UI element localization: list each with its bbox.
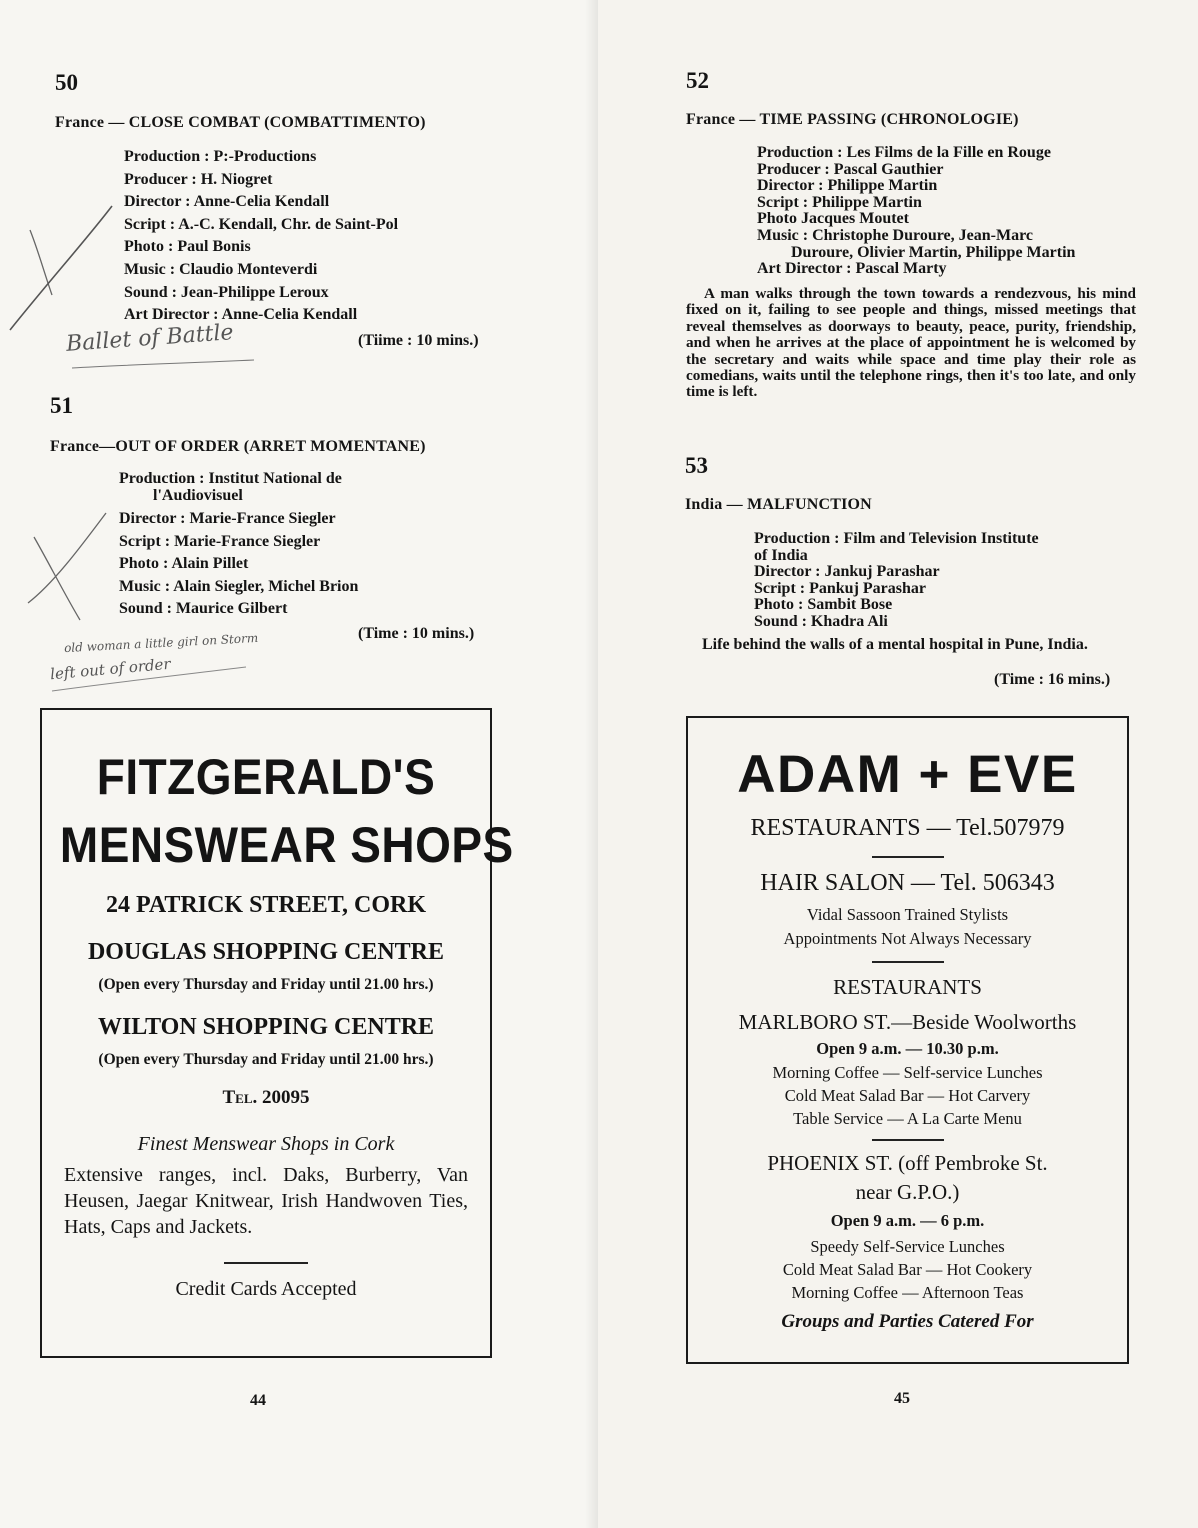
credit-line: Photo : Alain Pillet bbox=[119, 555, 249, 573]
credit-line: Production : Les Films de la Fille en Rouge bbox=[757, 144, 1051, 161]
credit-line: Director : Marie-France Siegler bbox=[119, 510, 336, 527]
entry-53-time: (Time : 16 mins.) bbox=[994, 671, 1111, 688]
entry-52-credits bbox=[757, 145, 1075, 278]
ad-phoenix-service: Cold Meat Salad Bar — Hot Cookery bbox=[782, 1260, 1033, 1279]
credit-line: Producer : H. Niogret bbox=[124, 170, 273, 188]
ad-restaurants-heading: RESTAURANTS bbox=[833, 975, 982, 999]
credit-line: Director : Philippe Martin bbox=[757, 177, 938, 195]
adam-eve-advertisement bbox=[686, 716, 1129, 1364]
ad-headline: ADAM + EVE bbox=[737, 745, 1078, 804]
credit-line: Director : Jankuj Parashar bbox=[754, 563, 940, 581]
entry-50-number: 50 bbox=[55, 70, 78, 95]
ad-phoenix-service: Speedy Self-Service Lunches bbox=[810, 1237, 1005, 1256]
entry-51-title: France—OUT OF ORDER (ARRET MOMENTANE) bbox=[50, 438, 426, 455]
ad-tagline: Finest Menswear Shops in Cork bbox=[137, 1133, 395, 1155]
entry-53-number: 53 bbox=[685, 453, 708, 478]
credit-line: Sound : Jean-Philippe Leroux bbox=[124, 283, 329, 301]
credit-line: Music : Claudio Monteverdi bbox=[124, 260, 318, 278]
ad-marlboro-location: MARLBORO ST.—Beside Woolworths bbox=[738, 1010, 1077, 1034]
ad-phoenix-location: PHOENIX ST. (off Pembroke St. bbox=[767, 1151, 1048, 1175]
credit-line: Script : Marie-France Siegler bbox=[119, 532, 321, 550]
ad-address: 24 PATRICK STREET, CORK bbox=[105, 892, 427, 918]
ad-telephone: Tel. 20095 bbox=[222, 1087, 310, 1108]
ad-douglas-centre: DOUGLAS SHOPPING CENTRE bbox=[87, 939, 445, 965]
pencil-cross-mark bbox=[0, 200, 280, 380]
entry-52-synopsis: A man walks through the town towards a rendezvous, his mind fixed on it, failing to see people and things, missed meetings that reveal themselves as doorways to beauty, peace, purity, friendship, and when he arrives at the place of appointment he is welcomed by the secretary and waits while space and time play their role as comedians, waits until the telephone rings, then it's too late, and only time is left. bbox=[686, 285, 1136, 401]
ad-salon-line: Vidal Sassoon Trained Stylists bbox=[806, 905, 1009, 924]
credit-line: Script : A.-C. Kendall, Chr. de Saint-Pol bbox=[124, 215, 399, 233]
credit-line: Sound : Khadra Ali bbox=[754, 612, 888, 630]
entry-51-time: (Time : 10 mins.) bbox=[358, 625, 475, 642]
ad-douglas-hours: (Open every Thursday and Friday until 21.00 hrs.) bbox=[98, 976, 434, 993]
ad-phoenix-service: Morning Coffee — Afternoon Teas bbox=[791, 1283, 1024, 1302]
ad-wilton-centre: WILTON SHOPPING CENTRE bbox=[97, 1014, 435, 1040]
ad-phoenix-hours: Open 9 a.m. — 6 p.m. bbox=[830, 1211, 985, 1230]
entry-53-synopsis: Life behind the walls of a mental hospital in Pune, India. bbox=[702, 636, 1088, 653]
entry-52-number: 52 bbox=[686, 68, 709, 93]
left-page bbox=[0, 0, 598, 1528]
entry-51-number: 51 bbox=[50, 393, 73, 418]
credit-line: l'Audiovisuel bbox=[153, 487, 243, 504]
entry-50-time: (Tiime : 10 mins.) bbox=[358, 332, 479, 349]
credit-line: Duroure, Olivier Martin, Philippe Martin bbox=[791, 243, 1076, 261]
entry-50-title: France — CLOSE COMBAT (COMBATTIMENTO) bbox=[55, 114, 426, 131]
credit-line: Production : P:-Productions bbox=[124, 148, 317, 165]
fitzgeralds-advertisement bbox=[40, 708, 514, 1358]
credit-line: Producer : Pascal Gauthier bbox=[757, 160, 944, 178]
credit-line: of India bbox=[754, 546, 808, 564]
credit-line: Art Director : Anne-Celia Kendall bbox=[124, 306, 358, 324]
ad-phoenix-location: near G.P.O.) bbox=[855, 1180, 960, 1204]
credit-line: Music : Alain Siegler, Michel Brion bbox=[119, 577, 359, 595]
credit-line: Production : Institut National de bbox=[119, 470, 342, 487]
ad-divider bbox=[872, 1139, 944, 1141]
ad-restaurants-tel: RESTAURANTS — Tel.507979 bbox=[750, 815, 1065, 841]
ad-brand-subtitle: MENSWEAR SHOPS bbox=[59, 817, 514, 873]
credit-line: Music : Christophe Duroure, Jean-Marc bbox=[757, 226, 1033, 244]
credit-line: Sound : Maurice Gilbert bbox=[119, 600, 288, 618]
ad-marlboro-service: Morning Coffee — Self-service Lunches bbox=[772, 1063, 1043, 1082]
ad-marlboro-service: Cold Meat Salad Bar — Hot Carvery bbox=[784, 1086, 1031, 1105]
ad-salon-tel: HAIR SALON — Tel. 506343 bbox=[760, 870, 1055, 896]
entry-53-credits bbox=[754, 531, 1039, 631]
ad-marlboro-service: Table Service — A La Carte Menu bbox=[793, 1109, 1022, 1128]
credit-line: Art Director : Pascal Marty bbox=[757, 260, 947, 278]
ad-wilton-hours: (Open every Thursday and Friday until 21.00 hrs.) bbox=[98, 1051, 434, 1068]
credit-line: Director : Anne-Celia Kendall bbox=[124, 193, 330, 211]
handwritten-note: left out of order bbox=[49, 654, 172, 684]
ad-divider bbox=[224, 1262, 308, 1264]
right-page bbox=[598, 0, 1198, 1528]
credit-line: Photo : Sambit Bose bbox=[754, 596, 893, 614]
credit-line: Photo : Paul Bonis bbox=[124, 238, 251, 256]
handwritten-note: old woman a little girl on Storm bbox=[63, 630, 259, 656]
ad-body-text: Extensive ranges, incl. Daks, Burberry, Van Heusen, Jaegar Knitwear, Irish Handwoven Ties, Hats, Caps and Jackets. bbox=[64, 1164, 468, 1238]
ad-divider bbox=[872, 856, 944, 858]
entry-53-title: India — MALFUNCTION bbox=[685, 496, 872, 513]
ad-marlboro-hours: Open 9 a.m. — 10.30 p.m. bbox=[816, 1039, 999, 1058]
credit-line: Script : Philippe Martin bbox=[757, 193, 922, 211]
ad-footer: Groups and Parties Catered For bbox=[781, 1311, 1034, 1332]
ad-salon-line: Appointments Not Always Necessary bbox=[783, 929, 1032, 948]
page-number: 44 bbox=[250, 1392, 266, 1409]
ad-footer: Credit Cards Accepted bbox=[175, 1278, 357, 1300]
ad-divider bbox=[872, 961, 944, 963]
page-number: 45 bbox=[894, 1390, 910, 1407]
credit-line: Script : Pankuj Parashar bbox=[754, 579, 926, 597]
entry-52-title: France — TIME PASSING (CHRONOLOGIE) bbox=[686, 111, 1019, 128]
handwritten-note: Ballet of Battle bbox=[65, 320, 235, 357]
credit-line: Production : Film and Television Institute bbox=[754, 530, 1039, 547]
ad-brand-name: FITZGERALD'S bbox=[96, 749, 436, 805]
credit-line: Photo Jacques Moutet bbox=[757, 210, 909, 228]
